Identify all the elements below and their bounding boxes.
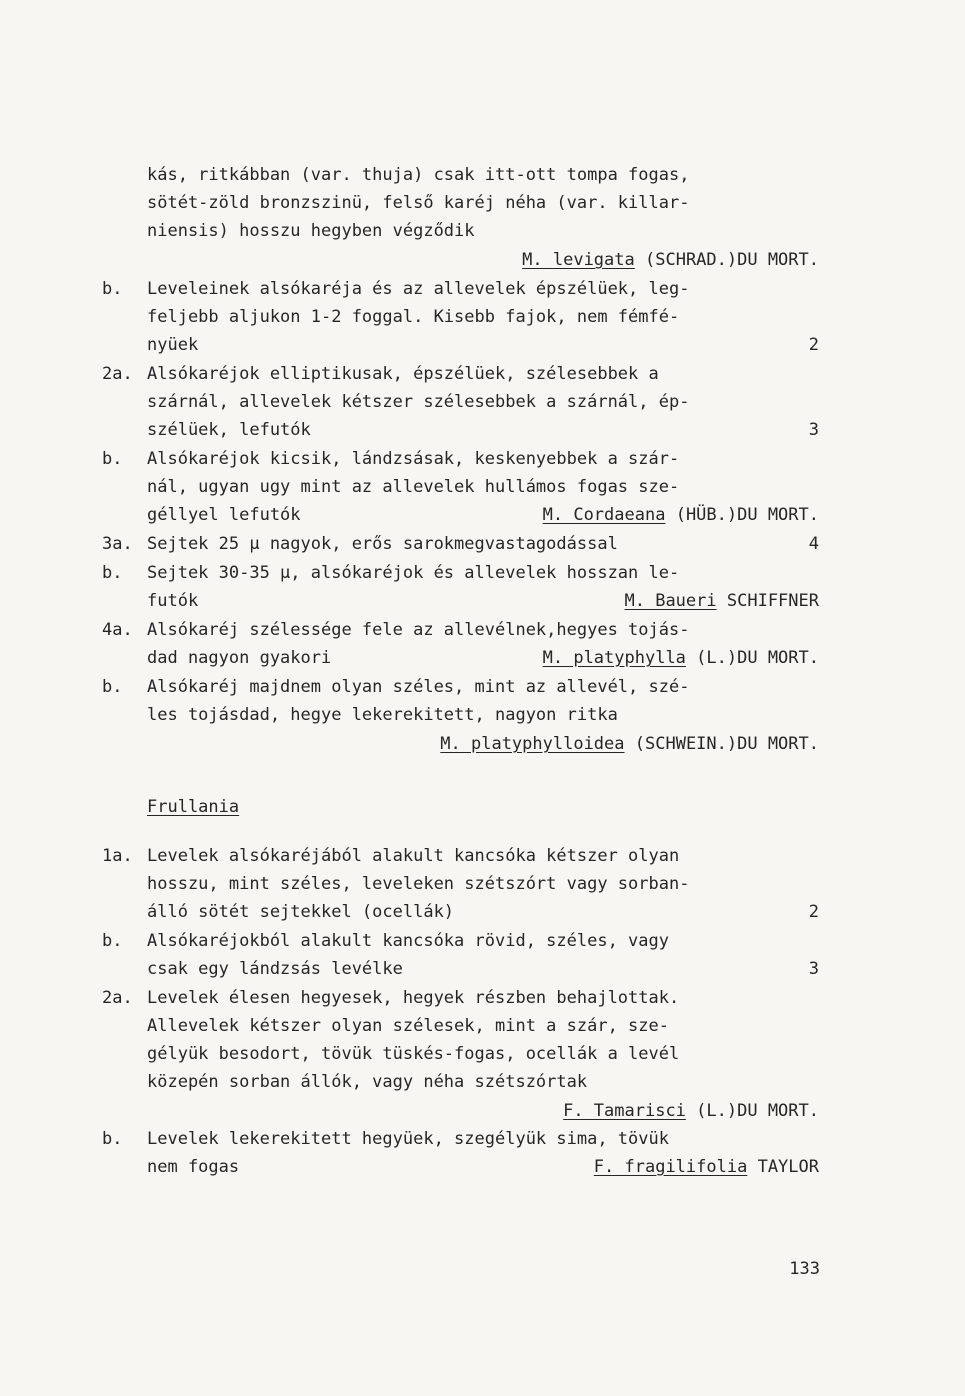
species-author: (SCHRAD.)DU MORT. (645, 250, 819, 270)
line-label: b. (102, 677, 123, 697)
text-line: les tojásdad, hegye lekerekitett, nagyon ritka (147, 705, 618, 725)
text-line: Alsókaréj szélessége fele az allevélnek,hegyes tojás- (147, 620, 690, 640)
text-line: Alsókaréjokból alakult kancsóka rövid, széles, vagy (147, 931, 669, 951)
text-line: Levelek élesen hegyesek, hegyek részben behajlottak. (147, 988, 680, 1008)
line-label: b. (102, 563, 123, 583)
species-line (147, 1153, 819, 1181)
species-name: F. Tamarisci (563, 1101, 686, 1121)
species-author: (L.)DU MORT. (696, 1101, 819, 1121)
line-text: csak egy lándzsás levélke (147, 959, 403, 979)
text-line: sötét-zöld bronzszinü, felső karéj néha (var. killar- (147, 193, 690, 213)
text-line: feljebb aljukon 1-2 foggal. Kisebb fajok, nem fémfé- (147, 307, 680, 327)
line-label: 3a. (102, 534, 133, 554)
line-ref: 4 (808, 534, 819, 554)
line-label: 2a. (102, 364, 133, 384)
species-author: (HÜB.)DU MORT. (675, 505, 819, 525)
line-text: álló sötét sejtekkel (ocellák) (147, 902, 455, 922)
species-line (147, 644, 819, 672)
line-ref: 3 (808, 959, 819, 979)
species-author: (SCHWEIN.)DU MORT. (634, 734, 819, 754)
text-line: Levelek lekerekitett hegyüek, szegélyük sima, tövük (147, 1129, 669, 1149)
text-line: közepén sorban állók, vagy néha szétszórtak (147, 1072, 588, 1092)
text-line: Alsókaréj majdnem olyan széles, mint az allevél, szé- (147, 677, 690, 697)
species-line (147, 587, 819, 615)
text-line (147, 955, 819, 983)
text-line: Allevelek kétszer olyan szélesek, mint a szár, sze- (147, 1016, 669, 1036)
text-line: Leveleinek alsókaréja és az allevelek épszélüek, leg- (147, 279, 690, 299)
text-line: gélyük besodort, tövük tüskés-fogas, ocellák a levél (147, 1044, 680, 1064)
species-name: M. Cordaeana (542, 505, 666, 525)
line-text: Sejtek 25 μ nagyok, erős sarokmegvastagodással (147, 534, 618, 554)
species-author: (L.)DU MORT. (696, 648, 819, 668)
line-label: 4a. (102, 620, 133, 640)
line-text: kás, ritkábban (var. thuja) csak itt-ott tompa fogas, (147, 165, 690, 185)
text-line (147, 331, 819, 359)
line-text: nyüek (147, 335, 199, 355)
text-line (147, 898, 819, 926)
line-text: dad nagyon gyakori (147, 648, 332, 668)
line-label: b. (102, 1129, 123, 1149)
line-label: 1a. (102, 846, 133, 866)
text-line: Sejtek 30-35 μ, alsókaréjok és allevelek hosszan le- (147, 563, 680, 583)
species-line (147, 730, 819, 758)
line-text: szélüek, lefutók (147, 420, 311, 440)
line-label: b. (102, 931, 123, 951)
line-text: futók (147, 591, 199, 611)
text-line: nál, ugyan ugy mint az allevelek hullámos fogas sze- (147, 477, 680, 497)
line-ref: 2 (808, 335, 819, 355)
line-text: géllyel lefutók (147, 505, 301, 525)
text-line: szárnál, allevelek kétszer szélesebbek a szárnál, ép- (147, 392, 690, 412)
line-ref: 2 (808, 902, 819, 922)
species-author: SCHIFFNER (726, 591, 819, 611)
species-line (147, 1097, 819, 1125)
species-name: M. platyphylla (542, 648, 686, 668)
line-label: b. (102, 279, 123, 299)
species-name: M. platyphylloidea (440, 734, 625, 754)
line-text: nem fogas (147, 1157, 240, 1177)
label-0 (102, 161, 142, 189)
text-line: Alsókaréjok kicsik, lándzsásak, keskenyebbek a szár- (147, 449, 680, 469)
text-line (147, 416, 819, 444)
line-ref: 3 (808, 420, 819, 440)
line-label: b. (102, 449, 123, 469)
species-line (147, 501, 819, 529)
species-name: M. Baueri (624, 591, 717, 611)
text-line: hosszu, mint széles, leveleken szétszórt vagy sorban- (147, 874, 690, 894)
text-line (147, 530, 819, 558)
species-line (147, 246, 819, 274)
line-label: 2a. (102, 988, 133, 1008)
text-line: niensis) hosszu hegyben végződik (147, 221, 475, 241)
species-name: M. levigata (522, 250, 635, 270)
species-name: F. fragilifolia (593, 1157, 748, 1177)
page-number: 133 (789, 1259, 820, 1279)
section-heading: Frullania (147, 797, 240, 817)
text-line: Levelek alsókaréjából alakult kancsóka kétszer olyan (147, 846, 680, 866)
text-line: Alsókaréjok elliptikusak, épszélüek, szélesebbek a (147, 364, 659, 384)
text-line (147, 161, 819, 189)
species-author: TAYLOR (757, 1157, 819, 1177)
